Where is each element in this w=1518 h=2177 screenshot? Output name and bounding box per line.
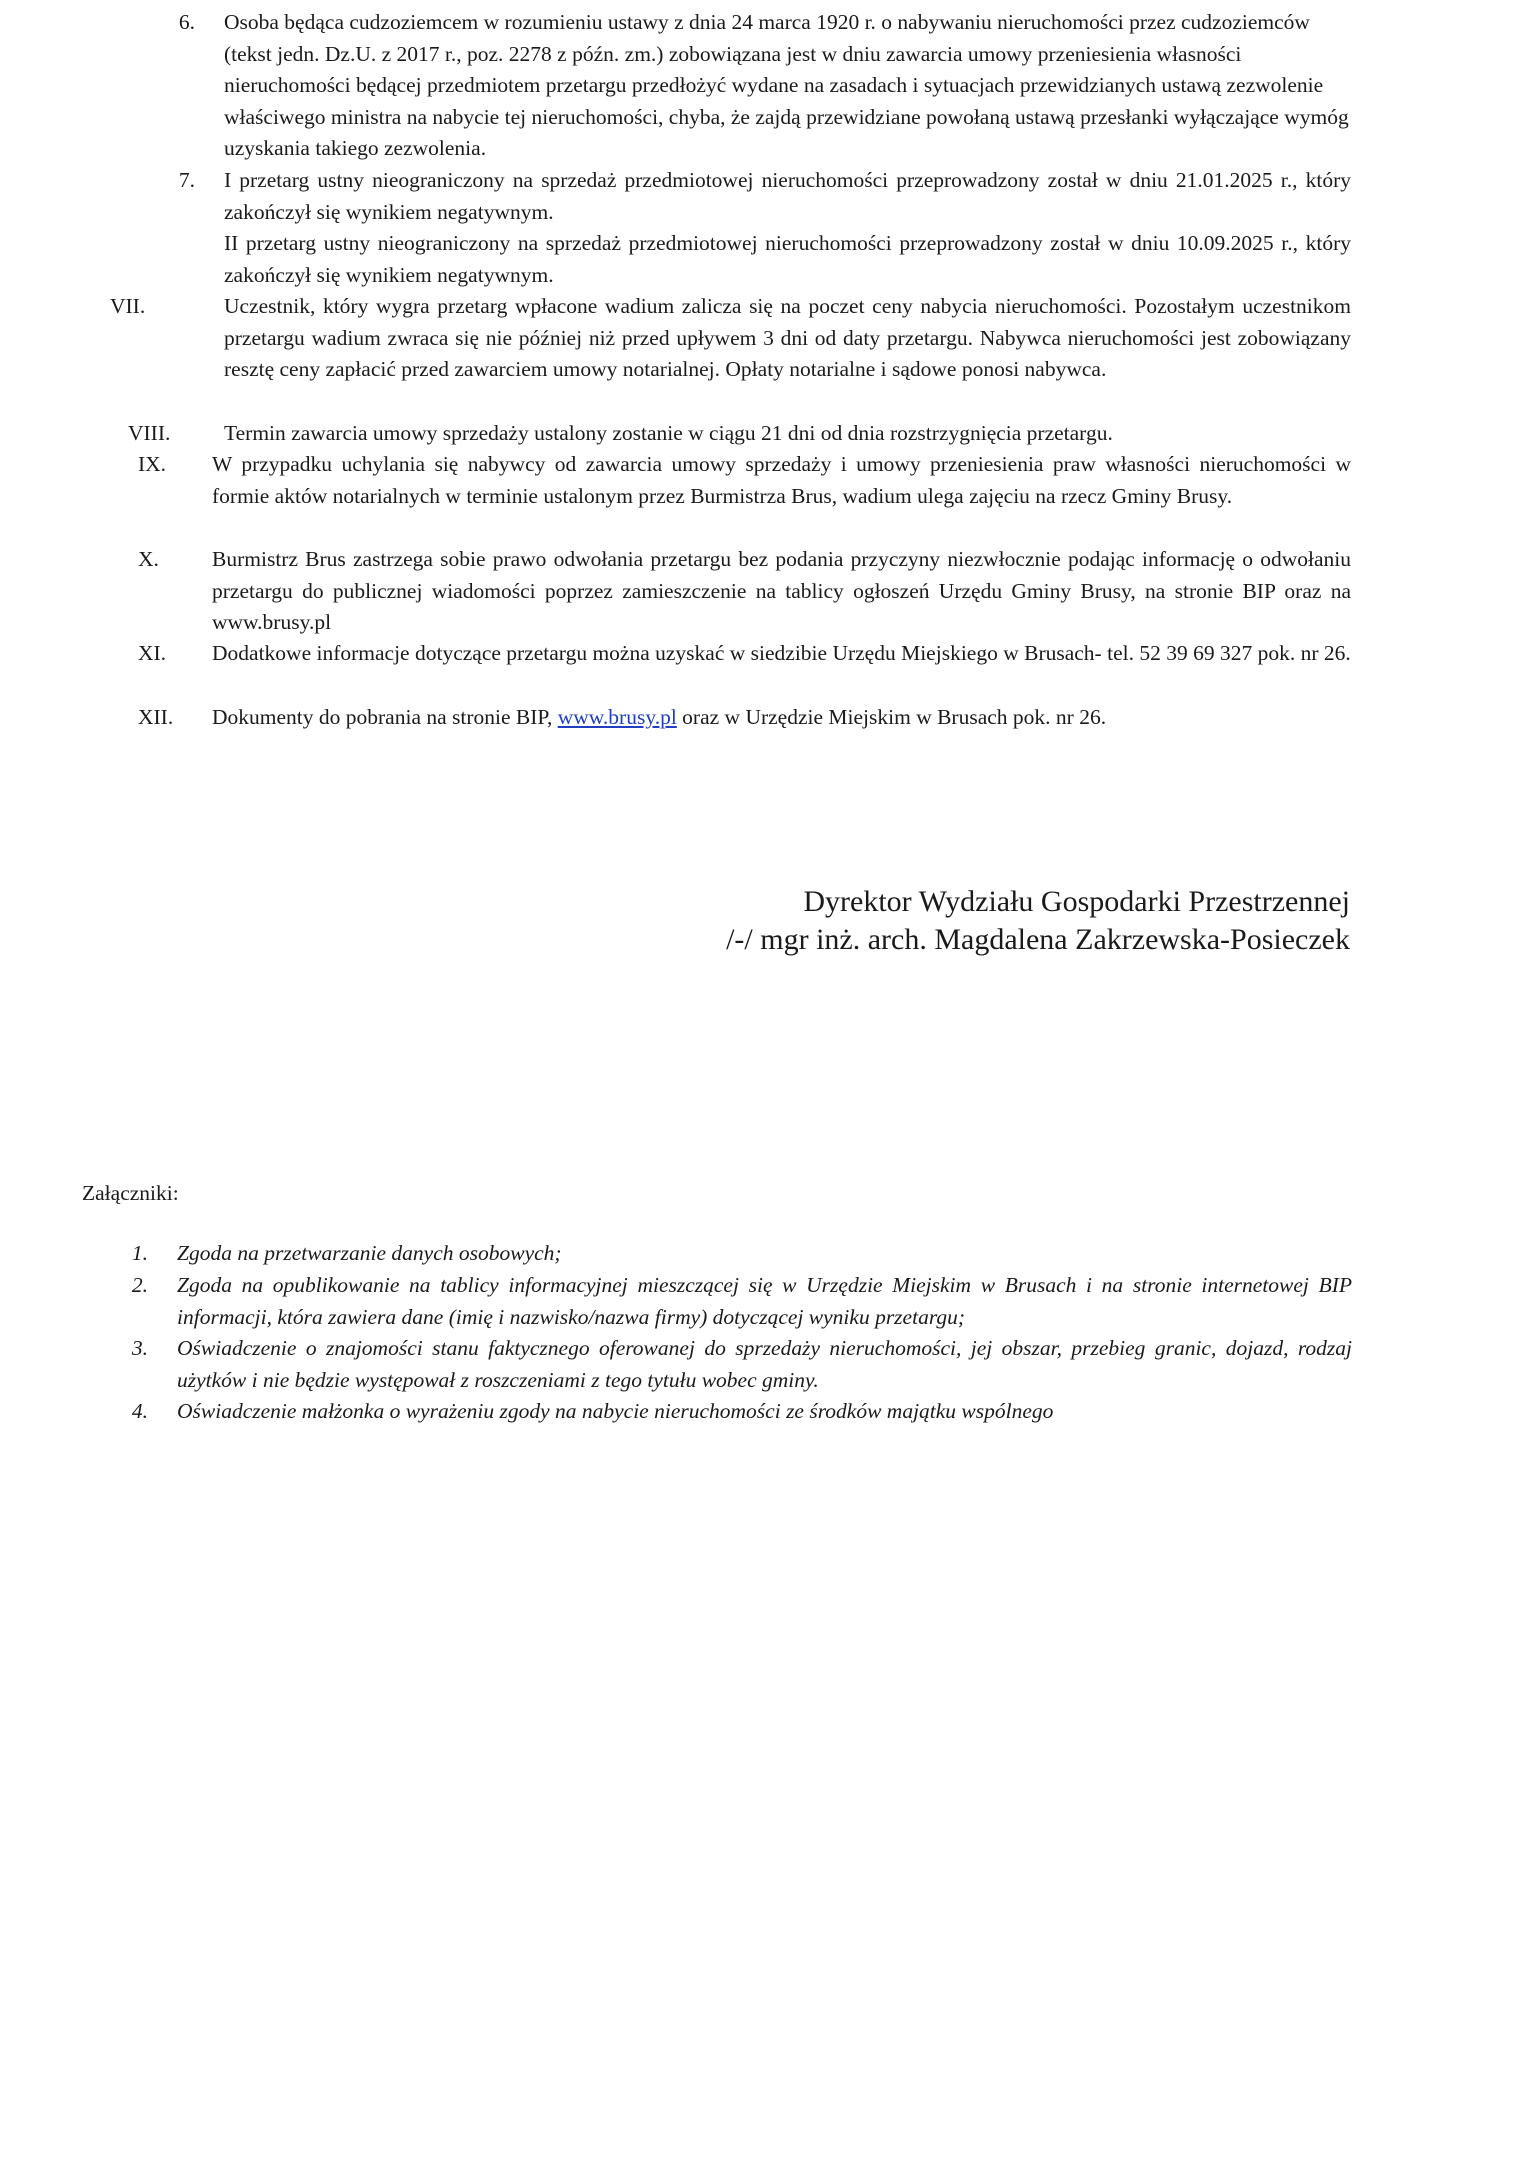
attachment-4-number: 4. [131, 1399, 148, 1423]
item-7-text-first: I przetarg ustny nieograniczony na sprzedaż przedmiotowej nieruchomości przeprowadzony został w dniu 21.01.2025 r., który zakończył się wynikiem negatywnym. [224, 168, 1351, 224]
section-vii-number: VII. [110, 294, 146, 318]
signature-title: Dyrektor Wydziału Gospodarki Przestrzennej [803, 885, 1350, 918]
section-x-number: X. [138, 547, 159, 571]
section-viii-text: Termin zawarcia umowy sprzedaży ustalony zostanie w ciągu 21 dni od dnia rozstrzygnięcia przetargu. [224, 421, 1113, 445]
brusy-website-link[interactable]: www.brusy.pl [557, 705, 677, 729]
attachment-3-number: 3. [131, 1336, 148, 1360]
item-7-text-second: II przetarg ustny nieograniczony na sprzedaż przedmiotowej nieruchomości przeprowadzony został w dniu 10.09.2025 r., który zakończył się wynikiem negatywnym. [224, 231, 1351, 287]
section-xi-number: XI. [138, 641, 167, 665]
section-viii-number: VIII. [128, 421, 171, 445]
section-xii-text-before: Dokumenty do pobrania na stronie BIP, [212, 705, 558, 729]
section-ix-number: IX. [138, 452, 167, 476]
attachment-1-text: Zgoda na przetwarzanie danych osobowych; [177, 1241, 562, 1265]
item-7-number: 7. [178, 168, 195, 192]
item-6-text: Osoba będąca cudzoziemcem w rozumieniu ustawy z dnia 24 marca 1920 r. o nabywaniu nieruchomości przez cudzoziemców (tekst jedn. Dz.U. z 2017 r., poz. 2278 z późn. zm.) zobowiązana jest w dniu zawarcia umowy przeniesienia własności nieruchomości będącej przedmiotem przetargu przedłożyć wydane na zasadach i sytuacjach przewidzianych ustawą zezwolenie właściwego ministra na nabycie tej nieruchomości, chyba, że zajdą przewidziane powołaną ustawą przesłanki wyłączające wymóg uzyskania takiego zezwolenia. [224, 10, 1349, 160]
item-6-number: 6. [178, 10, 195, 34]
section-vii-text: Uczestnik, który wygra przetarg wpłacone wadium zalicza się na poczet ceny nabycia nieruchomości. Pozostałym uczestnikom przetargu wadium zwraca się nie później niż przed upływem 3 dni od daty przetargu. Nabywca nieruchomości jest zobowiązany resztę ceny zapłacić przed zawarciem umowy notarialnej. Opłaty notarialne i sądowe ponosi nabywca. [224, 294, 1351, 381]
attachment-3-text: Oświadczenie o znajomości stanu faktycznego oferowanej do sprzedaży nieruchomości, jej obszar, przebieg granic, dojazd, rodzaj użytków i nie będzie występował z roszczeniami z tego tytułu wobec gminy. [177, 1336, 1352, 1392]
section-xii-text [212, 702, 1351, 734]
section-x-text: Burmistrz Brus zastrzega sobie prawo odwołania przetargu bez podania przyczyny niezwłocznie podając informację o odwołaniu przetargu do publicznej wiadomości poprzez zamieszczenie na tablicy ogłoszeń Urzędu Gminy Brusy, na stronie BIP oraz na www.brusy.pl [212, 547, 1351, 634]
section-xii-number: XII. [138, 705, 174, 729]
section-xi-text: Dodatkowe informacje dotyczące przetargu można uzyskać w siedzibie Urzędu Miejskiego w Brusach- tel. 52 39 69 327 pok. nr 26. [212, 641, 1351, 665]
signature-name: /-/ mgr inż. arch. Magdalena Zakrzewska-Posieczek [726, 923, 1350, 956]
signature-block [726, 883, 1350, 959]
section-ix-text: W przypadku uchylania się nabywcy od zawarcia umowy sprzedaży i umowy przeniesienia praw własności nieruchomości w formie aktów notarialnych w terminie ustalonym przez Burmistrza Brus, wadium ulega zajęciu na rzecz Gminy Brusy. [212, 452, 1351, 508]
attachment-1-number: 1. [131, 1241, 148, 1265]
attachment-2-number: 2. [131, 1273, 148, 1297]
attachment-2-text: Zgoda na opublikowanie na tablicy informacyjnej mieszczącej się w Urzędzie Miejskim w Brusach i na stronie internetowej BIP informacji, która zawiera dane (imię i nazwisko/nazwa firmy) dotyczącej wyniku przetargu; [177, 1273, 1352, 1329]
attachment-4-text: Oświadczenie małżonka o wyrażeniu zgody na nabycie nieruchomości ze środków majątku wspólnego [177, 1399, 1054, 1423]
section-xii-text-after: oraz w Urzędzie Miejskim w Brusach pok. nr 26. [676, 705, 1107, 729]
attachments-title: Załączniki: [82, 1181, 179, 1205]
